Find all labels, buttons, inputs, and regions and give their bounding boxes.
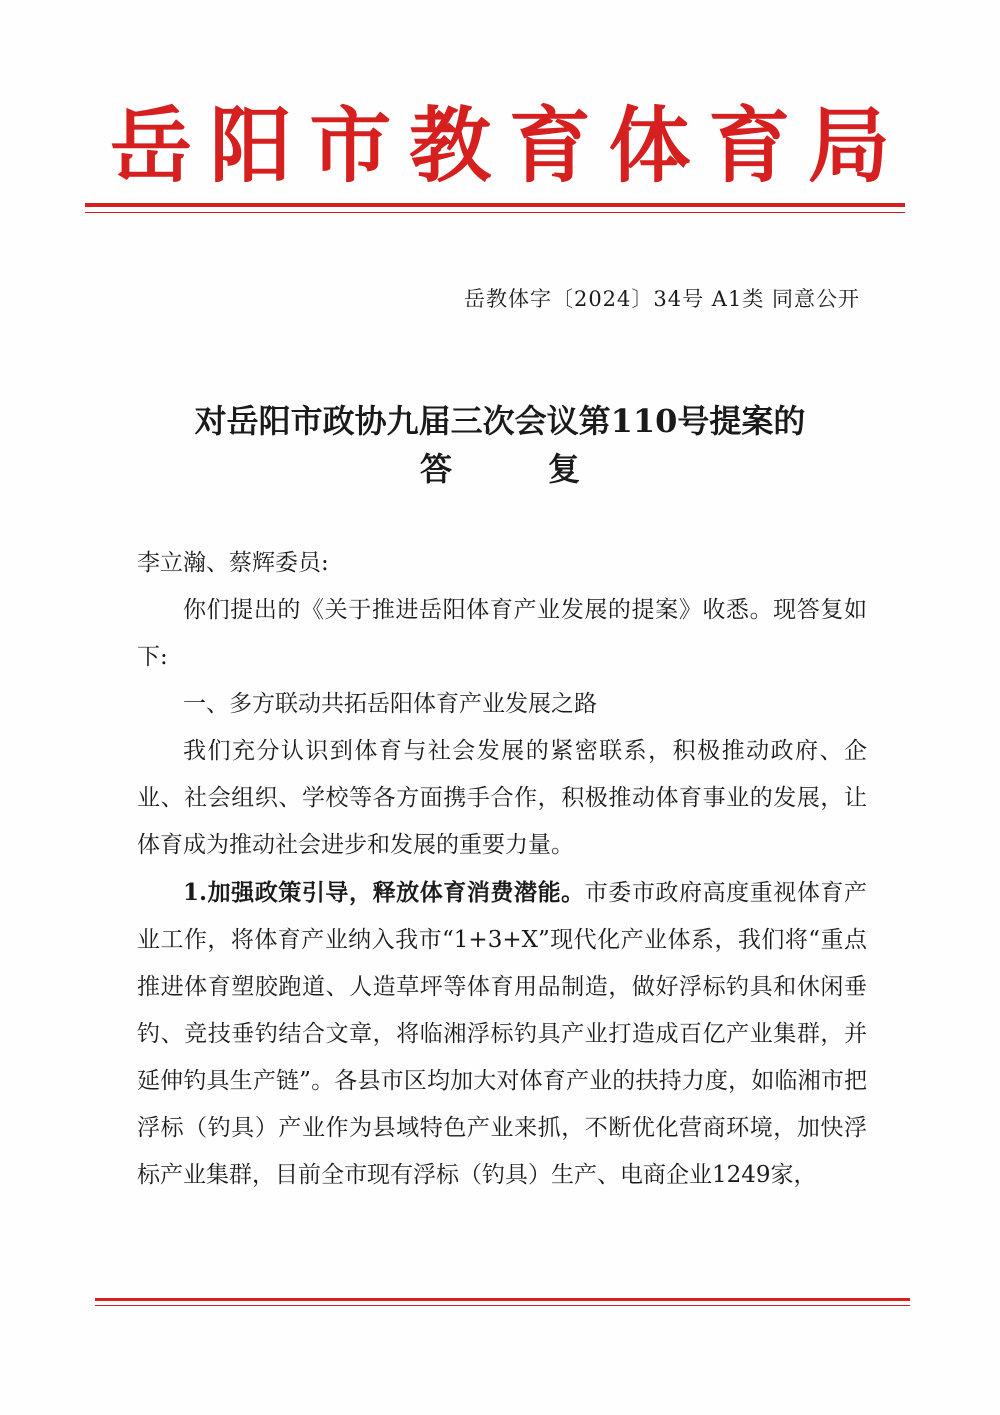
- masthead: [110, 92, 890, 202]
- section-body-paragraph: 我们充分认识到体育与社会发展的紧密联系，积极推动政府、企业、社会组织、学校等各方面携手合作，积极推动体育事业的发展，让体育成为推动社会进步和发展的重要力量。: [137, 738, 867, 858]
- masthead-char: 岳: [110, 99, 193, 194]
- section-heading: 一、多方联动共拓岳阳体育产业发展之路: [183, 691, 597, 717]
- masthead-char: 市: [309, 99, 392, 194]
- document-body: [137, 540, 867, 1199]
- item-body: 市委市政府高度重视体育产业工作，将体育产业纳入我市“1+3+X”现代化产业体系，我们将“重点推进体育塑胶跑道、人造草坪等体育用品制造，做好浮标钓具和休闲垂钓、竞技垂钓结合文章，将临湘浮标钓具产业打造成百亿产业集群，并延伸钓具生产链”。各县市区均加大对体育产业的扶持力度，如临湘市把浮标（钓具）产业作为县域特色产业来抓，不断优化营商环境，加快浮标产业集群，目前全市现有浮标（钓具）生产、电商企业1249家，: [137, 880, 867, 1188]
- document-title-line1: 对岳阳市政协九届三次会议第110号提案的: [194, 402, 806, 440]
- footer-red-rule-thick: [95, 1298, 910, 1301]
- item-paragraph: [137, 869, 867, 1199]
- masthead-char: 育: [708, 99, 791, 194]
- footer-red-rule-thin: [95, 1305, 910, 1306]
- header-red-rule-thin: [85, 212, 905, 213]
- intro-paragraph: 你们提出的《关于推进岳阳体育产业发展的提案》收悉。现答复如下:: [137, 597, 867, 670]
- masthead-char: 局: [807, 99, 890, 194]
- document-title-line2: 答复: [419, 450, 676, 488]
- masthead-char: 育: [508, 99, 591, 194]
- masthead-char: 阳: [209, 99, 292, 194]
- item-lead: 1.加强政策引导，释放体育消费潜能。: [183, 879, 585, 906]
- document-number: 岳教体字〔2024〕34号 A1类 同意公开: [463, 287, 860, 311]
- header-red-rule-thick: [85, 203, 905, 207]
- masthead-char: 教: [409, 99, 492, 194]
- masthead-char: 体: [608, 99, 691, 194]
- salutation: 李立瀚、蔡辉委员:: [137, 550, 329, 576]
